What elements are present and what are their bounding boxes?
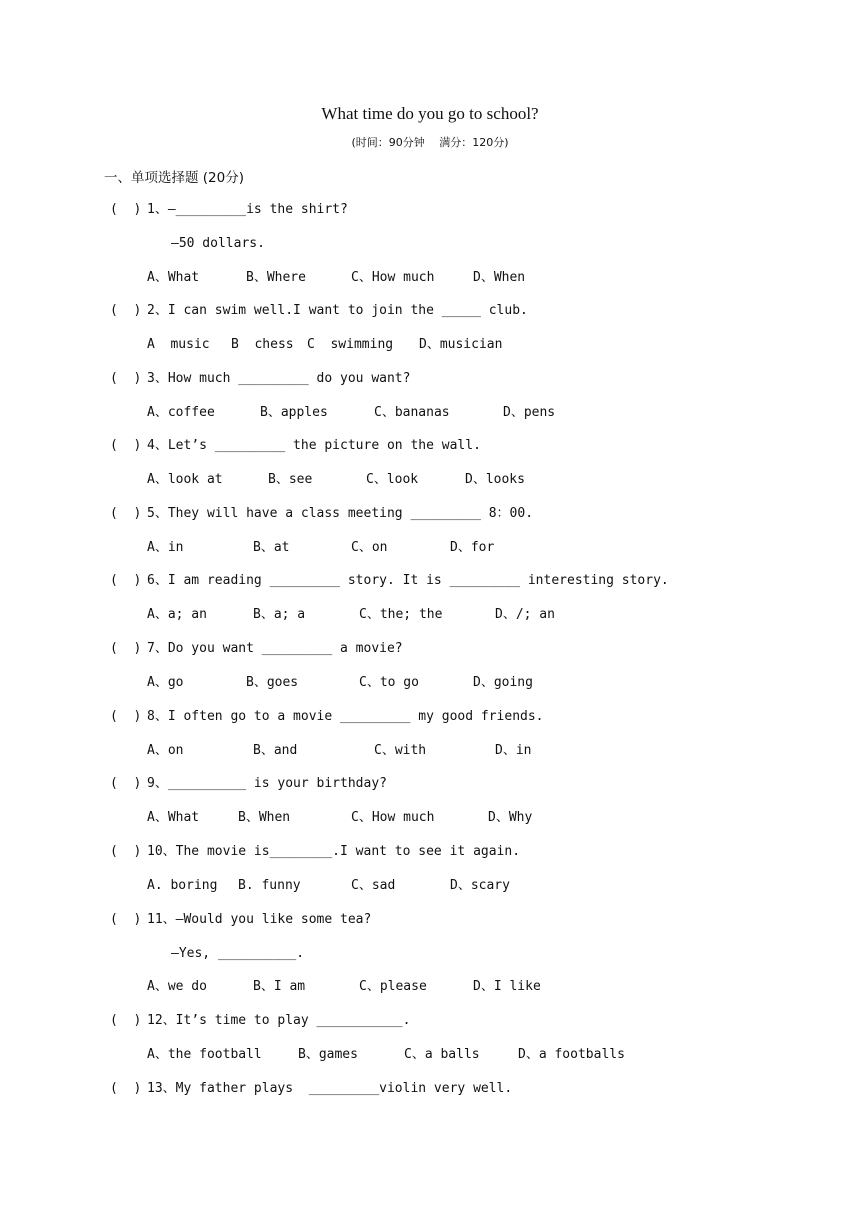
question-text: 9、__________ is your birthday?: [147, 776, 387, 791]
option-d: D、When: [473, 270, 526, 285]
option-c: C、bananas: [374, 405, 450, 420]
option-b: B. funny: [238, 878, 301, 893]
answer-paren: ( ): [110, 573, 142, 588]
option-c: C、How much: [351, 810, 435, 825]
question-response: —Yes, __________.: [171, 946, 305, 961]
option-a: A、What: [147, 810, 200, 825]
option-c: C、on: [351, 540, 388, 555]
option-b: B、games: [298, 1047, 358, 1062]
option-d: D、pens: [503, 405, 556, 420]
option-b: B、goes: [246, 675, 299, 690]
question-text: 11、—Would you like some tea?: [147, 912, 372, 927]
option-a: A、a; an: [147, 607, 207, 622]
answer-paren: ( ): [110, 709, 142, 724]
option-d: D、for: [450, 540, 495, 555]
option-a: A、the football: [147, 1047, 262, 1062]
option-d: D、musician: [419, 337, 503, 352]
question-text: 13、My father plays _________violin very well.: [147, 1081, 513, 1096]
page-title: What time do you go to school?: [321, 104, 539, 123]
answer-paren: ( ): [110, 506, 142, 521]
option-a: A、on: [147, 743, 184, 758]
answer-paren: ( ): [110, 1013, 142, 1028]
option-d: D、looks: [465, 472, 525, 487]
option-a: A、look at: [147, 472, 223, 487]
question-text: 10、The movie is________.I want to see it again.: [147, 844, 521, 859]
answer-paren: ( ): [110, 844, 142, 859]
option-c: C、look: [366, 472, 419, 487]
answer-paren: ( ): [110, 641, 142, 656]
option-a: A、coffee: [147, 405, 215, 420]
option-d: D、Why: [488, 810, 533, 825]
option-a: A、we do: [147, 979, 207, 994]
option-b: B、at: [253, 540, 290, 555]
option-b: B、When: [238, 810, 291, 825]
option-d: D、/; an: [495, 607, 555, 622]
option-c: C、please: [359, 979, 427, 994]
question-text: 8、I often go to a movie _________ my good friends.: [147, 709, 544, 724]
option-d: D、in: [495, 743, 532, 758]
option-d: D、I like: [473, 979, 541, 994]
question-text: 2、I can swim well.I want to join the _____ club.: [147, 303, 528, 318]
question-response: —50 dollars.: [171, 236, 265, 251]
option-a: A、What: [147, 270, 200, 285]
exam-info: (时间：90分钟 满分：120分): [351, 136, 509, 149]
option-a: A music: [147, 337, 210, 352]
option-a: A. boring: [147, 878, 218, 893]
option-c: C、sad: [351, 878, 396, 893]
answer-paren: ( ): [110, 776, 142, 791]
option-b: B、see: [268, 472, 313, 487]
question-text: 6、I am reading _________ story. It is _________ interesting story.: [147, 573, 669, 588]
option-c: C swimming: [307, 337, 394, 352]
option-b: B、apples: [260, 405, 328, 420]
question-text: 1、—_________is the shirt?: [147, 202, 348, 217]
option-b: B、I am: [253, 979, 306, 994]
option-b: B、a; a: [253, 607, 306, 622]
answer-paren: ( ): [110, 371, 142, 386]
option-b: B chess: [231, 337, 294, 352]
answer-paren: ( ): [110, 912, 142, 927]
option-b: B、and: [253, 743, 298, 758]
option-c: C、with: [374, 743, 427, 758]
option-a: A、go: [147, 675, 184, 690]
option-d: D、a footballs: [518, 1047, 625, 1062]
answer-paren: ( ): [110, 202, 142, 217]
option-c: C、How much: [351, 270, 435, 285]
option-c: C、a balls: [404, 1047, 480, 1062]
section-heading: 一、单项选择题 (20分): [104, 170, 245, 186]
answer-paren: ( ): [110, 303, 142, 318]
option-c: C、the; the: [359, 607, 443, 622]
question-text: 3、How much _________ do you want?: [147, 371, 411, 386]
question-text: 4、Let’s _________ the picture on the wall.: [147, 438, 481, 453]
option-c: C、to go: [359, 675, 419, 690]
answer-paren: ( ): [110, 438, 142, 453]
question-text: 5、They will have a class meeting _________ 8：00.: [147, 506, 534, 521]
option-b: B、Where: [246, 270, 306, 285]
question-text: 7、Do you want _________ a movie?: [147, 641, 403, 656]
answer-paren: ( ): [110, 1081, 142, 1096]
question-text: 12、It’s time to play ___________.: [147, 1013, 411, 1028]
option-a: A、in: [147, 540, 184, 555]
option-d: D、going: [473, 675, 533, 690]
option-d: D、scary: [450, 878, 510, 893]
